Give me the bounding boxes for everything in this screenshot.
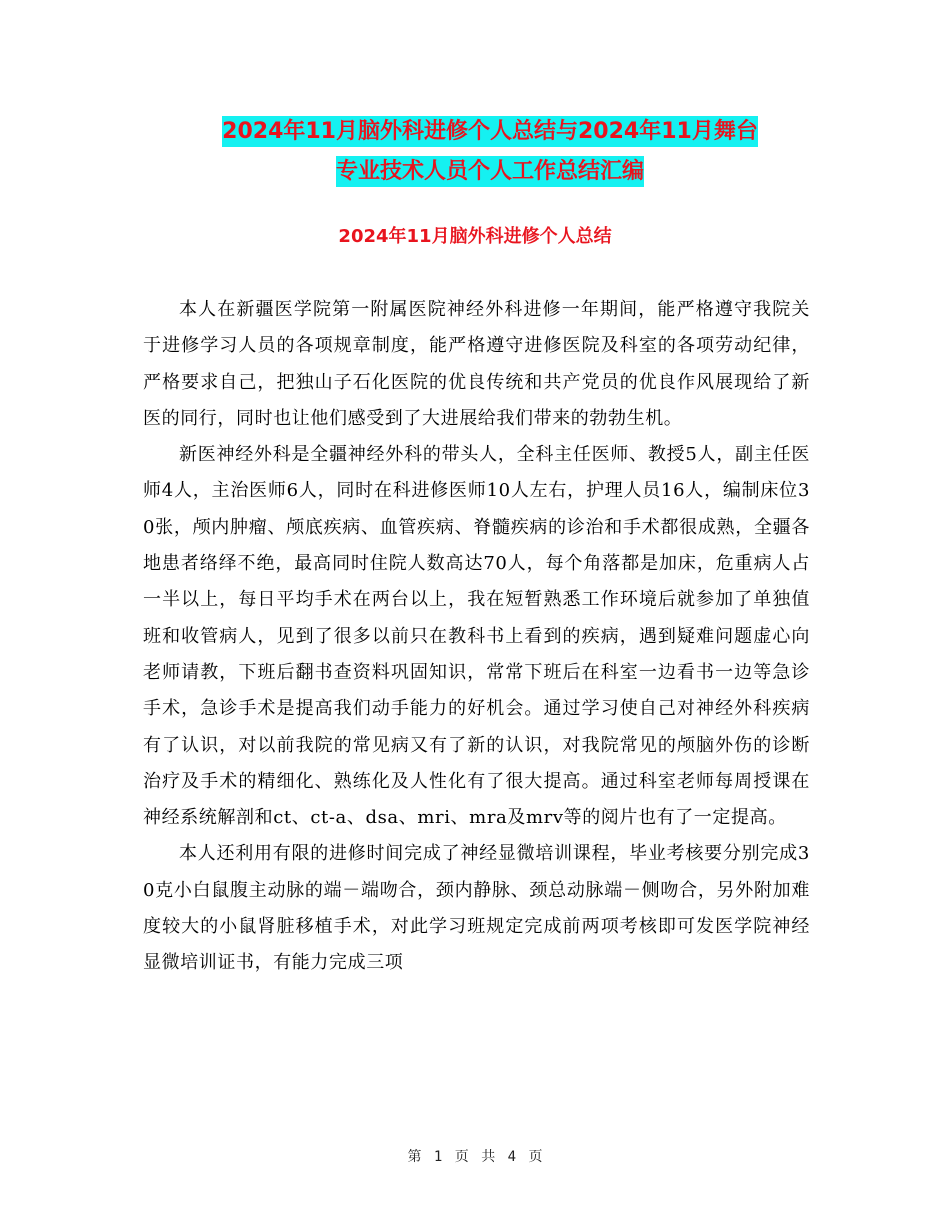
section-title: 2024年11月脑外科进修个人总结: [338, 226, 612, 247]
paragraph: 本人在新疆医学院第一附属医院神经外科进修一年期间，能严格遵守我院关于进修学习人员的各项规章制度，能严格遵守进修医院及科室的各项劳动纪律，严格要求自己，把独山子石化医院的优良传统和共产党员的优良作风展现给了新医的同行，同时也让他们感受到了大进展给我们带来的勃勃生机。: [143, 299, 810, 429]
main-title-line-2: 专业技术人员个人工作总结汇编: [140, 152, 840, 192]
page-footer: 第 1 页 共 4 页: [407, 1149, 543, 1165]
main-title-line-1: 2024年11月脑外科进修个人总结与2024年11月舞台: [140, 112, 840, 152]
paragraph: 新医神经外科是全疆神经外科的带头人，全科主任医师、教授5人，副主任医师4人，主治医师6人，同时在科进修医师10人左右，护理人员16人，编制床位30张，颅内肿瘤、颅底疾病、血管疾病、脊髓疾病的诊治和手术都很成熟，全疆各地患者络绎不绝，最高同时住院人数高达70人，每个角落都是加床，危重病人占一半以上，每日平均手术在两台以上，我在短暂熟悉工作环境后就参加了单独值班和收管病人，见到了很多以前只在教科书上看到的疾病，遇到疑难问题虚心向老师请教，下班后翻书查资料巩固知识，常常下班后在科室一边看书一边等急诊手术，急诊手术是提高我们动手能力的好机会。通过学习使自己对神经外科疾病有了认识，对以前我院的常见病又有了新的认识，对我院常见的颅脑外伤的诊断治疗及手术的精细化、熟练化及人性化有了很大提高。通过科室老师每周授课在神经系统解剖和ct、ct-a、dsa、mri、mra及mrv等的阅片也有了一定提高。: [143, 444, 810, 829]
paragraph: 本人还利用有限的进修时间完成了神经显微培训课程，毕业考核要分别完成30克小白鼠腹主动脉的端－端吻合，颈内静脉、颈总动脉端－侧吻合，另外附加难度较大的小鼠肾脏移植手术，对此学习班规定完成前两项考核即可发医学院神经显微培训证书，有能力完成三项: [143, 843, 810, 974]
body-text: [143, 292, 810, 982]
main-title: [140, 112, 840, 192]
